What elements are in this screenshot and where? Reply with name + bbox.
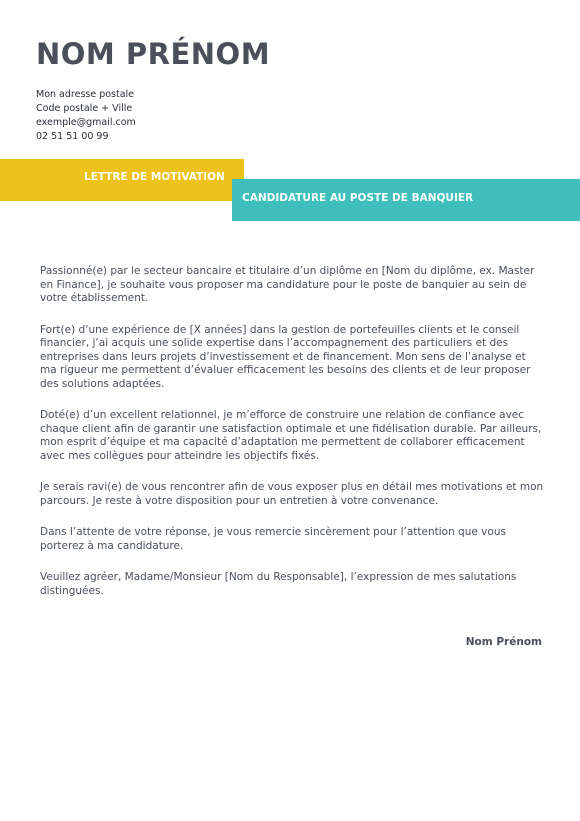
letter-type-band	[0, 159, 244, 201]
phone-number: 02 51 51 00 99	[36, 131, 109, 142]
postal-city: Code postale + Ville	[36, 103, 133, 114]
paragraph-intro: Passionné(e) par le secteur bancaire et titulaire d’un diplôme en [Nom du diplôme, ex. Master en Finance], je souhaite vous proposer ma candidature pour le poste de banquier au sein de votre établissement.	[40, 265, 535, 304]
position-band	[232, 179, 580, 221]
paragraph-thanks: Dans l’attente de votre réponse, je vous remercie sincèrement pour l’attention que vous porterez à ma candidature.	[40, 526, 506, 552]
contact-block	[36, 88, 136, 144]
paragraph-experience: Fort(e) d’une expérience de [X années] dans la gestion de portefeuilles clients et le conseil financier, j’ai acquis une solide expertise dans l’accompagnement des particuliers et des entreprises dans leurs projets d’investissement et de financement. Mon sens de l’analyse et ma rigueur me permettent d’évaluer efficacement les besoins des clients et de leur proposer des solutions adaptées.	[40, 323, 531, 390]
email-address: exemple@gmail.com	[36, 117, 136, 128]
paragraph-meeting: Je serais ravi(e) de vous rencontrer afin de vous exposer plus en détail mes motivations et mon parcours. Je reste à votre disposition pour un entretien à votre convenance.	[40, 481, 544, 507]
postal-address: Mon adresse postale	[36, 89, 135, 100]
paragraph-skills: Doté(e) d’un excellent relationnel, je m’efforce de construire une relation de confiance avec chaque client afin de garantir une satisfaction optimale et une fidélisation durable. Par ailleurs, mon esprit d’équipe et ma capacité d’adaptation me permettent de collaborer efficacement avec mes collègues pour atteindre les objectifs fixés.	[40, 409, 542, 462]
applicant-name: NOM PRÉNOM	[36, 37, 271, 71]
paragraph-closing: Veuillez agréer, Madame/Monsieur [Nom du Responsable], l’expression de mes salutations distinguées.	[40, 571, 517, 597]
position-label: CANDIDATURE AU POSTE DE BANQUIER	[242, 192, 474, 204]
letter-body	[40, 265, 545, 616]
signature: Nom Prénom	[465, 636, 542, 648]
letter-type-label: LETTRE DE MOTIVATION	[84, 171, 225, 183]
